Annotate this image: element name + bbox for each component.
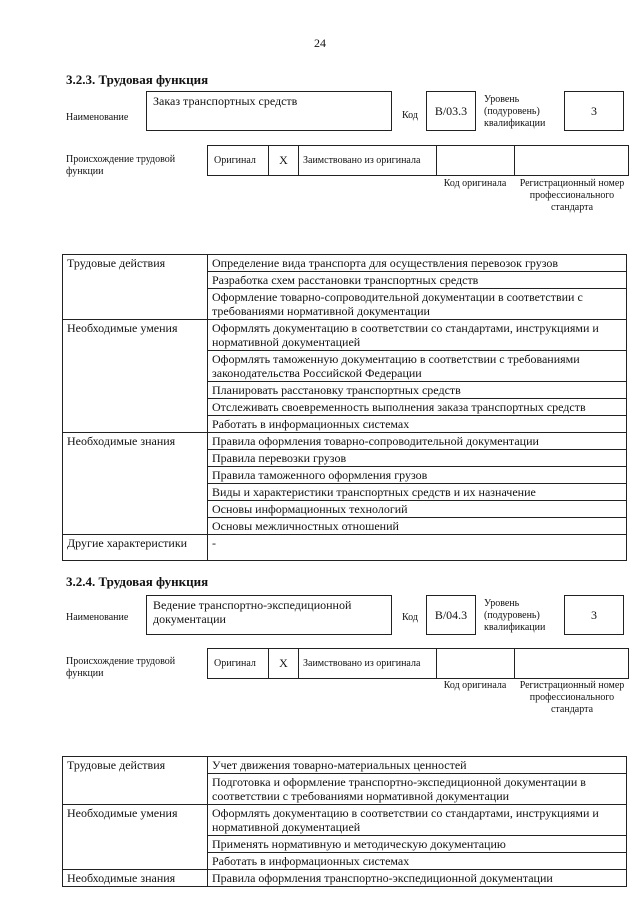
row-text: Правила оформления товарно-сопроводительной документации (208, 433, 627, 450)
code-field: B/03.3 (426, 91, 476, 131)
category-cell: Необходимые умения (63, 320, 208, 433)
level-label: Уровень (подуровень) квалификации (484, 94, 546, 129)
category-cell: Необходимые умения (63, 805, 208, 870)
row-text: Правила оформления транспортно-экспедиционной документации (208, 870, 627, 887)
level-field: 3 (564, 91, 624, 131)
section-title: 3.2.3. Трудовая функция (66, 72, 209, 87)
reg-number-label: Регистрационный номер профессионального стандарта (519, 178, 625, 213)
row-text: Подготовка и оформление транспортно-экспедиционной документации в соответствии с требованиями нормативной документации (208, 774, 627, 805)
table-row (63, 255, 627, 272)
category-cell: Трудовые действия (63, 255, 208, 320)
category-cell: Необходимые знания (63, 433, 208, 535)
original-label: Оригинал (207, 145, 269, 176)
function-table (62, 756, 627, 887)
borrowed-label: Заимствовано из оригинала (299, 648, 437, 679)
category-cell: Трудовые действия (63, 757, 208, 805)
row-text: Оформление товарно-сопроводительной документации в соответствии с требованиями нормативной документации (208, 289, 627, 320)
original-label: Оригинал (207, 648, 269, 679)
origin-row (207, 648, 629, 679)
origin-label: Происхождение трудовой функции (66, 656, 176, 679)
function-table (62, 254, 627, 561)
row-text: Основы информационных технологий (208, 501, 627, 518)
category-cell: Другие характеристики (63, 535, 208, 561)
table-row (63, 535, 627, 561)
row-text: Оформлять документацию в соответствии со стандартами, инструкциями и нормативной документацией (208, 805, 627, 836)
level-label: Уровень (подуровень) квалификации (484, 598, 546, 633)
function-name-field: Ведение транспортно-экспедиционной документации (146, 595, 392, 635)
row-text: Отслеживать своевременность выполнения заказа транспортных средств (208, 399, 627, 416)
row-text: Основы межличностных отношений (208, 518, 627, 535)
row-text: Работать в информационных системах (208, 853, 627, 870)
reg-number-label: Регистрационный номер профессионального стандарта (519, 680, 625, 715)
row-text: Оформлять таможенную документацию в соответствии с требованиями законодательства Российской Федерации (208, 351, 627, 382)
borrowed-label: Заимствовано из оригинала (299, 145, 437, 176)
row-text: - (208, 535, 627, 561)
table-row (63, 805, 627, 836)
function-name-field: Заказ транспортных средств (146, 91, 392, 131)
section-title: 3.2.4. Трудовая функция (66, 574, 209, 589)
code-original-field (437, 648, 515, 679)
row-text: Учет движения товарно-материальных ценностей (208, 757, 627, 774)
table-row (63, 757, 627, 774)
code-original-label: Код оригинала (443, 680, 507, 691)
original-mark: X (269, 145, 299, 176)
row-text: Определение вида транспорта для осуществления перевозок грузов (208, 255, 627, 272)
category-cell: Необходимые знания (63, 870, 208, 887)
row-text: Оформлять документацию в соответствии со стандартами, инструкциями и нормативной документацией (208, 320, 627, 351)
row-text: Правила перевозки грузов (208, 450, 627, 467)
code-field: B/04.3 (426, 595, 476, 635)
row-text: Виды и характеристики транспортных средств и их назначение (208, 484, 627, 501)
origin-label: Происхождение трудовой функции (66, 154, 176, 177)
code-original-field (437, 145, 515, 176)
reg-number-field (515, 648, 629, 679)
original-mark: X (269, 648, 299, 679)
reg-number-field (515, 145, 629, 176)
code-label: Код (402, 110, 418, 121)
code-label: Код (402, 612, 418, 623)
row-text: Работать в информационных системах (208, 416, 627, 433)
row-text: Применять нормативную и методическую документацию (208, 836, 627, 853)
row-text: Правила таможенного оформления грузов (208, 467, 627, 484)
page-number: 24 (314, 36, 326, 50)
table-row (63, 320, 627, 351)
row-text: Планировать расстановку транспортных средств (208, 382, 627, 399)
origin-row (207, 145, 629, 176)
row-text: Разработка схем расстановки транспортных средств (208, 272, 627, 289)
name-label: Наименование (66, 612, 129, 623)
table-row (63, 433, 627, 450)
name-label: Наименование (66, 112, 129, 123)
code-original-label: Код оригинала (443, 178, 507, 189)
level-field: 3 (564, 595, 624, 635)
table-row (63, 870, 627, 887)
